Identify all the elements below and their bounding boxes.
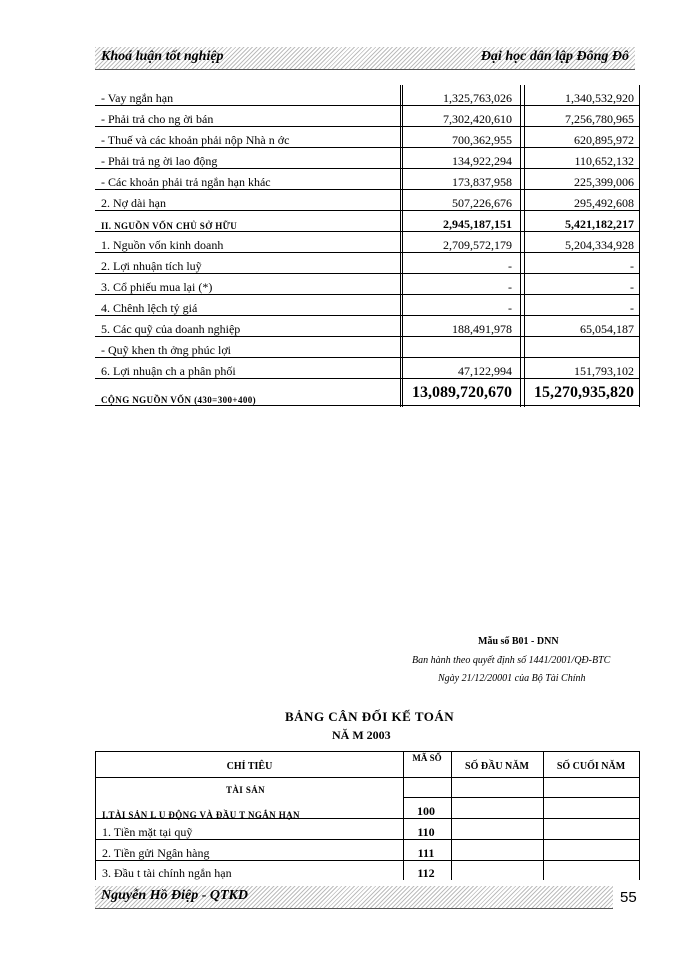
row-label: 4. Chênh lệch tỷ giá: [101, 301, 198, 315]
table-row: [96, 821, 639, 841]
start-value: 700,362,955: [452, 133, 512, 147]
table-row: [96, 800, 639, 820]
row-code: 111: [417, 846, 435, 860]
row-label: - Phải trả ng ời lao động: [101, 154, 218, 168]
row-label: II. NGUỒN VỐN CHỦ SỞ HỮU: [101, 221, 238, 231]
end-value: 5,204,334,928: [565, 238, 634, 252]
start-value: 47,122,994: [458, 364, 512, 378]
page-footer: [95, 886, 613, 909]
table-row: [96, 781, 639, 801]
table-row: [95, 358, 640, 378]
row-label: 2. Nợ dài hạn: [101, 196, 166, 210]
table-row: [96, 842, 639, 862]
header-start-of-year: SỐ ĐẦU NĂM: [465, 761, 529, 772]
end-value: -: [630, 280, 634, 294]
row-label: 2. Tiền gửi Ngân hàng: [102, 846, 210, 860]
table-row: [95, 316, 640, 336]
end-value: 295,492,608: [574, 196, 634, 210]
form-code: Mẫu số B01 - DNN: [478, 636, 559, 647]
liabilities-table: [95, 85, 640, 407]
table-row: [95, 337, 640, 357]
table-row: [95, 169, 640, 189]
end-value: 7,256,780,965: [565, 112, 634, 126]
start-value: 2,709,572,179: [443, 238, 512, 252]
header-criteria: CHỈ TIÊU: [226, 761, 273, 772]
table-row: [95, 232, 640, 252]
end-value: -: [630, 259, 634, 273]
row-label: - Các khoản phải trả ngắn hạn khác: [101, 175, 271, 189]
row-label: 6. Lợi nhuận ch a phân phối: [101, 364, 236, 378]
end-value: 5,421,182,217: [565, 217, 634, 231]
header-end-of-year: SỐ CUỐI NĂM: [556, 761, 626, 772]
start-value: -: [508, 301, 512, 315]
row-label: 3. Cổ phiếu mua lại (*): [101, 280, 213, 294]
balance-sheet-title: BẢNG CÂN ĐỐI KẾ TOÁN: [285, 709, 455, 724]
form-issued-by: Ban hành theo quyết định số 1441/2001/QĐ-BTC: [412, 655, 611, 666]
header-thesis-title: Khoá luận tốt nghiệp: [101, 49, 224, 64]
row-label: - Thuế và các khoản phải nộp Nhà n ớc: [101, 133, 290, 147]
start-value: 188,491,978: [452, 322, 512, 336]
end-value: 225,399,006: [574, 175, 634, 189]
balance-sheet-table: [95, 751, 640, 880]
end-value: 1,340,532,920: [565, 91, 634, 105]
end-value: 65,054,187: [580, 322, 634, 336]
start-value: 507,226,676: [452, 196, 512, 210]
table-row: [95, 85, 640, 105]
row-label: 2. Lợi nhuận tích luỹ: [101, 259, 202, 273]
row-label: 3. Đầu t tài chính ngắn hạn: [102, 866, 232, 880]
row-code: 110: [417, 825, 435, 839]
row-label: - Quỹ khen th ởng phúc lợi: [101, 343, 232, 357]
page-header: [95, 47, 635, 70]
row-label: - Phải trả cho ng ời bán: [101, 112, 214, 126]
table-row-total: [95, 381, 640, 405]
end-value: 620,895,972: [574, 133, 634, 147]
start-value: 13,089,720,670: [412, 384, 512, 401]
row-code: 112: [417, 866, 435, 880]
row-label: CỘNG NGUỒN VỐN (430=300+400): [101, 395, 257, 405]
end-value: 151,793,102: [574, 364, 634, 378]
end-value: -: [630, 301, 634, 315]
table-row-subtotal: [95, 211, 640, 231]
form-issue-date: Ngày 21/12/20001 của Bộ Tài Chính: [438, 673, 586, 684]
start-value: 7,302,420,610: [443, 112, 512, 126]
balance-sheet-year: NĂ M 2003: [332, 728, 391, 742]
start-value: -: [508, 280, 512, 294]
table-row: [95, 127, 640, 147]
table-row: [95, 106, 640, 126]
section-title: TÀI SẢN: [226, 785, 266, 795]
start-value: -: [508, 259, 512, 273]
table-row: [95, 274, 640, 294]
table-row: [95, 253, 640, 273]
row-label: - Vay ngắn hạn: [101, 91, 174, 105]
table-row: [95, 295, 640, 315]
row-label: I.TÀI SẢN L U ĐỘNG VÀ ĐẦU T NGẮN HẠN: [102, 810, 300, 820]
start-value: 173,837,958: [452, 175, 512, 189]
start-value: 2,945,187,151: [443, 217, 512, 231]
row-label: 1. Nguồn vốn kinh doanh: [101, 238, 224, 252]
table-row: [96, 862, 639, 882]
start-value: 134,922,294: [452, 154, 512, 168]
table-row: [95, 190, 640, 210]
row-code: 100: [417, 804, 435, 818]
header-code: MÃ SỐ: [412, 753, 442, 763]
end-value: 15,270,935,820: [534, 384, 634, 401]
table-row: [95, 148, 640, 168]
footer-author: Nguyễn Hồ Điệp - QTKD: [101, 888, 248, 903]
header-university: Đại học dân lập Đông Đô: [480, 49, 629, 64]
page-number: 55: [620, 889, 637, 906]
start-value: 1,325,763,026: [443, 91, 512, 105]
row-label: 5. Các quỹ của doanh nghiệp: [101, 322, 241, 336]
end-value: 110,652,132: [574, 154, 634, 168]
row-label: 1. Tiền mặt tại quỹ: [102, 825, 193, 839]
